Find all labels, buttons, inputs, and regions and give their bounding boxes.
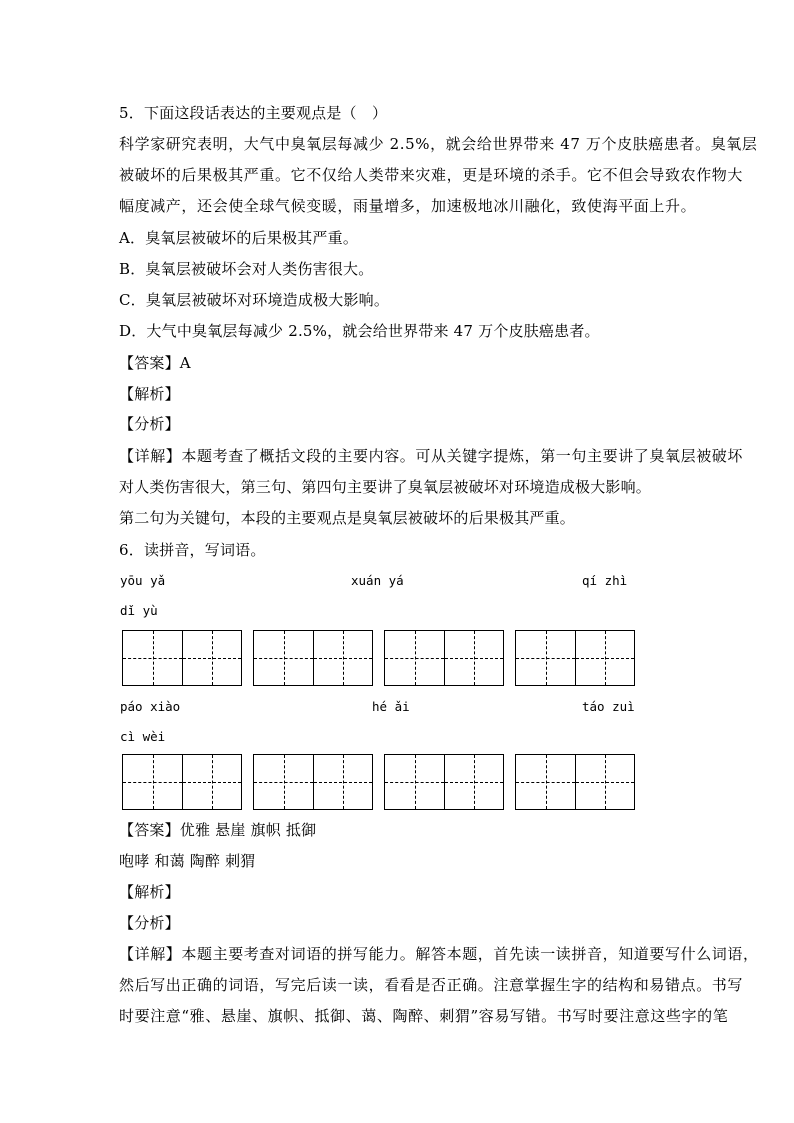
q6-question: 6．读拼音，写词语。 — [119, 541, 266, 559]
writing-cell[interactable] — [444, 755, 503, 809]
pinyin-8: cì wèi — [120, 729, 166, 744]
writing-box[interactable] — [122, 754, 242, 810]
q6-detail-line-1: 【详解】本题主要考查对词语的拼写能力。解答本题，首先读一读拼音，知道要写什么词语， — [119, 945, 759, 963]
q5-detail-line-3: 第二句为关键句，本段的主要观点是臭氧层被破坏的后果极其严重。 — [119, 509, 576, 527]
q5-fenxi-heading: 【分析】 — [119, 415, 180, 433]
q5-passage-line-2: 被破坏的后果极其严重。它不仅给人类带来灾难，更是环境的杀手。它不但会导致农作物大 — [119, 166, 744, 184]
writing-box[interactable] — [384, 754, 504, 810]
writing-cell[interactable] — [516, 631, 575, 685]
q5-detail-line-1: 【详解】本题考查了概括文段的主要内容。可从关键字提炼，第一句主要讲了臭氧层被破坏 — [119, 447, 744, 465]
q5-jiexi-heading: 【解析】 — [119, 385, 180, 403]
q5-option-a: A．臭氧层被破坏的后果极其严重。 — [119, 229, 359, 247]
writing-cell[interactable] — [385, 631, 444, 685]
pinyin-5: páo xiào — [120, 699, 181, 714]
writing-cell[interactable] — [254, 631, 313, 685]
writing-cell[interactable] — [182, 631, 241, 685]
writing-box[interactable] — [253, 754, 373, 810]
q6-fenxi-heading: 【分析】 — [119, 914, 180, 932]
q6-detail-line-2: 然后写出正确的词语，写完后读一读，看看是否正确。注意掌握生字的结构和易错点。书写 — [119, 976, 744, 994]
q5-passage-line-1: 科学家研究表明，大气中臭氧层每减少 2.5%，就会给世界带来 47 万个皮肤癌患者。臭氧层 — [119, 135, 758, 153]
q6-answer-line-1: 【答案】优雅 悬崖 旗帜 抵御 — [119, 821, 317, 839]
pinyin-1: yōu yǎ — [120, 573, 166, 588]
writing-grid-row-1 — [122, 630, 635, 686]
pinyin-7: táo zuì — [582, 699, 635, 714]
q5-option-d: D．大气中臭氧层每减少 2.5%，就会给世界带来 47 万个皮肤癌患者。 — [119, 322, 600, 340]
pinyin-4: dǐ yù — [120, 603, 158, 618]
writing-box[interactable] — [515, 630, 635, 686]
q5-passage-line-3: 幅度减产，还会使全球气候变暖，雨量增多，加速极地冰川融化，致使海平面上升。 — [119, 197, 697, 215]
q5-option-b: B．臭氧层被破坏会对人类伤害很大。 — [119, 260, 374, 278]
pinyin-6: hé ǎi — [372, 699, 410, 714]
q6-jiexi-heading: 【解析】 — [119, 883, 180, 901]
writing-box[interactable] — [515, 754, 635, 810]
writing-cell[interactable] — [385, 755, 444, 809]
writing-cell[interactable] — [182, 755, 241, 809]
writing-cell[interactable] — [516, 755, 575, 809]
q5-question: 5．下面这段话表达的主要观点是（ ） — [119, 104, 388, 122]
q5-answer: 【答案】A — [119, 354, 191, 372]
writing-cell[interactable] — [254, 755, 313, 809]
q6-detail-line-3: 时要注意“雅、悬崖、旗帜、抵御、蔼、陶醉、刺猬”容易写错。书写时要注意这些字的笔 — [119, 1007, 729, 1025]
writing-grid-row-2 — [122, 754, 635, 810]
q5-detail-line-2: 对人类伤害很大，第三句、第四句主要讲了臭氧层被破坏对环境造成极大影响。 — [119, 478, 652, 496]
pinyin-3: qí zhì — [582, 573, 628, 588]
pinyin-2: xuán yá — [351, 573, 404, 588]
q6-answer-line-2: 咆哮 和蔼 陶醉 刺猬 — [119, 852, 256, 870]
writing-cell[interactable] — [444, 631, 503, 685]
writing-cell[interactable] — [313, 755, 372, 809]
writing-box[interactable] — [122, 630, 242, 686]
writing-cell[interactable] — [123, 631, 182, 685]
writing-box[interactable] — [384, 630, 504, 686]
writing-cell[interactable] — [313, 631, 372, 685]
writing-box[interactable] — [253, 630, 373, 686]
q5-option-c: C．臭氧层被破坏对环境造成极大影响。 — [119, 291, 390, 309]
writing-cell[interactable] — [575, 631, 634, 685]
writing-cell[interactable] — [123, 755, 182, 809]
writing-cell[interactable] — [575, 755, 634, 809]
